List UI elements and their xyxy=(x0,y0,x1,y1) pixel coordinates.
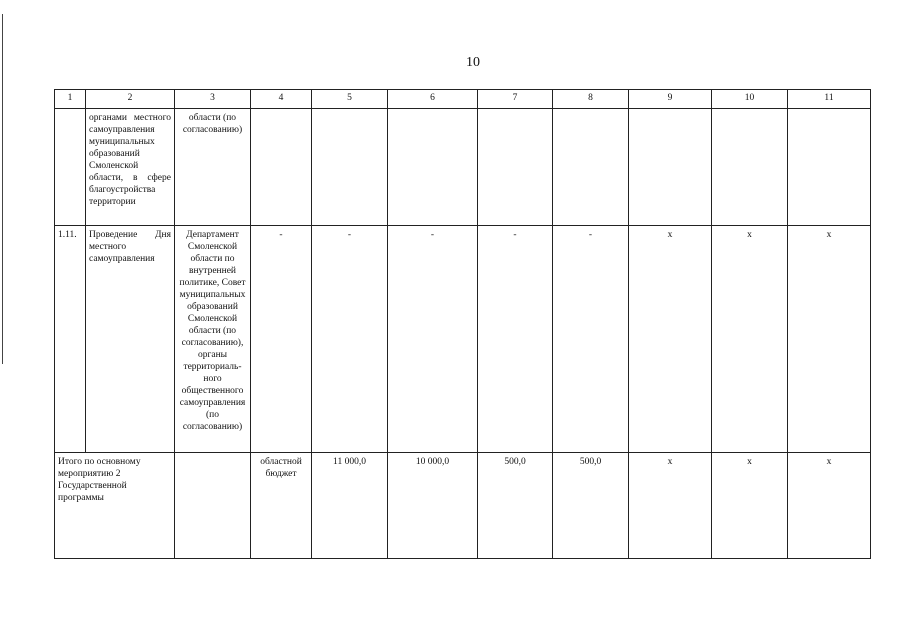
cell-value xyxy=(712,109,788,226)
cell-number xyxy=(55,109,86,226)
column-header: 6 xyxy=(388,90,478,109)
cell-value: 500,0 xyxy=(478,453,553,559)
table-row xyxy=(55,226,871,453)
cell-value: x xyxy=(788,226,871,453)
cell-value: - xyxy=(478,226,553,453)
column-header: 3 xyxy=(175,90,251,109)
column-header: 4 xyxy=(251,90,312,109)
cell-value: x xyxy=(629,453,712,559)
cell-value: 10 000,0 xyxy=(388,453,478,559)
column-header: 7 xyxy=(478,90,553,109)
page-number: 10 xyxy=(466,55,480,70)
cell-executor xyxy=(175,453,251,559)
cell-value: x xyxy=(629,226,712,453)
cell-value: 11 000,0 xyxy=(312,453,388,559)
cell-value: - xyxy=(553,226,629,453)
cell-value xyxy=(629,109,712,226)
cell-value: - xyxy=(312,226,388,453)
cell-value xyxy=(312,109,388,226)
cell-activity: органами местного самоуправления муниципальных образований Смоленской области, в сфере благоустройства территории xyxy=(86,109,175,226)
table-header-row xyxy=(55,90,871,109)
column-header: 11 xyxy=(788,90,871,109)
cell-number: 1.11. xyxy=(55,226,86,453)
cell-total-label: Итого по основному мероприятию 2 Государственной программы xyxy=(55,453,175,559)
cell-value: x xyxy=(712,226,788,453)
cell-value: x xyxy=(712,453,788,559)
cell-executor: области (по согласованию) xyxy=(175,109,251,226)
cell-funding-source: - xyxy=(251,226,312,453)
cell-value xyxy=(388,109,478,226)
cell-value xyxy=(553,109,629,226)
column-header: 5 xyxy=(312,90,388,109)
table-row-total xyxy=(55,453,871,559)
cell-value xyxy=(788,109,871,226)
column-header: 10 xyxy=(712,90,788,109)
cell-funding-source: областной бюджет xyxy=(251,453,312,559)
column-header: 9 xyxy=(629,90,712,109)
column-header: 2 xyxy=(86,90,175,109)
cell-activity: Проведение Дня местного самоуправления xyxy=(86,226,175,453)
cell-value: x xyxy=(788,453,871,559)
program-table xyxy=(54,89,871,559)
cell-executor: Департамент Смоленской области по внутренней политике, Совет муниципальных образований Смоленской области (по согласованию), органы территориаль-ного общественного самоуправления (по согласованию) xyxy=(175,226,251,453)
cell-value xyxy=(478,109,553,226)
cell-value: 500,0 xyxy=(553,453,629,559)
column-header: 8 xyxy=(553,90,629,109)
column-header: 1 xyxy=(55,90,86,109)
cell-funding-source xyxy=(251,109,312,226)
table-row xyxy=(55,109,871,226)
cell-value: - xyxy=(388,226,478,453)
